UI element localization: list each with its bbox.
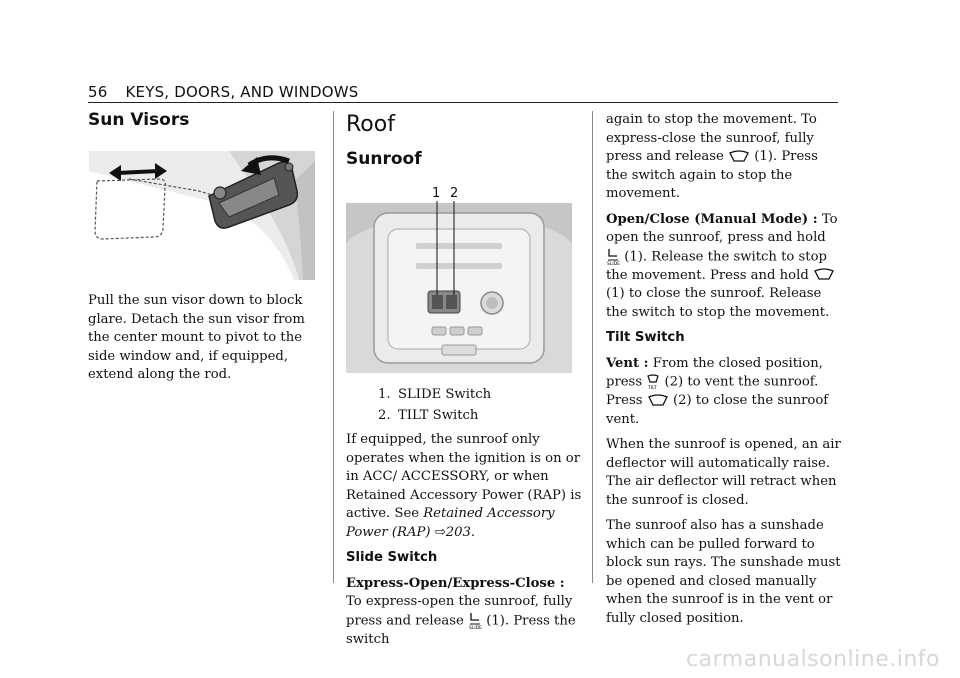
column-3-text [606,111,842,635]
sunroof-slide-icon [606,248,620,266]
switch-caption-list [346,386,582,425]
header-rule [88,102,838,103]
svg-text:SLIDE: SLIDE [469,625,483,630]
roof-text [346,386,582,656]
page-header [88,83,358,101]
vent-paragraph: Vent : From the closed position, press TILT (2) to vent the sunroof. Press (2) to close the sunroof vent. [606,355,829,427]
vent-term: Vent : [606,355,649,371]
slide-switch-heading: Slide Switch [346,550,438,565]
sun-visors-text [88,292,324,392]
express-continued: again to stop the movement. To express-close the sunroof, fully press and release (1). Press the switch again to stop the movement. [606,112,818,201]
express-paragraph: Express-Open/Express-Close : To express-open the sunroof, fully press and release SLIDE (1). Press the switch [346,575,576,647]
section-title: KEYS, DOORS, AND WINDOWS [125,83,359,101]
cross-reference-page[interactable]: 203 [445,524,471,540]
sun-visors-heading: Sun Visors [88,110,190,130]
svg-text:SLIDE: SLIDE [607,261,620,266]
sunroof-close-icon [647,394,669,408]
sunroof-switch-illustration [346,183,572,373]
sunroof-tilt-icon [646,373,660,391]
callout-1: 1 [432,186,441,201]
sun-visor-illustration [89,151,315,280]
watermark: carmanualsonline.info [686,647,940,672]
manual-mode-term: Open/Close (Manual Mode) : [606,211,818,227]
page-ref-icon: ⇨ [434,524,446,540]
caption-item: 2. TILT Switch [378,407,479,423]
sun-visors-body: Pull the sun visor down to block glare. Detach the sun visor from the center mount to pivot to the side window and, if equipped, extend along the rod. [88,293,305,382]
deflector-paragraph: When the sunroof is opened, an air deflector will automatically raise. The air deflector will retract when the sunroof is closed. [606,437,841,508]
sunroof-close-icon [813,268,835,282]
express-term: Express-Open/Express-Close : [346,575,565,591]
svg-text:TILT: TILT [648,386,658,391]
cross-reference-link[interactable]: Retained Accessory Power (RAP) [346,506,555,540]
callout-2: 2 [450,186,459,201]
manual-mode-paragraph: Open/Close (Manual Mode) : To open the sunroof, press and hold SLIDE (1). Release the switch to stop the movement. Press and hold (1) to close the sunroof. Release the switch to stop the movement. [606,211,838,320]
page-number: 56 [88,83,108,101]
column-divider-2 [592,111,593,583]
caption-item: 1. SLIDE Switch [378,387,492,402]
tilt-switch-heading: Tilt Switch [606,330,685,345]
sunroof-intro: If equipped, the sunroof only operates when the ignition is on or in ACC/ ACCESSORY, or when Retained Accessory Power (RAP) is active. See Retained Accessory Power (RAP) ⇨203. [346,432,582,540]
sunshade-paragraph: The sunroof also has a sunshade which can be pulled forward to block sun rays. The sunshade must be opened and closed manually when the sunroof is in the vent or fully closed position. [606,518,841,626]
sunroof-slide-icon [468,612,482,630]
sunroof-heading: Sunroof [346,149,422,169]
roof-heading: Roof [346,112,395,137]
sunroof-close-icon [728,150,750,164]
column-divider-1 [333,111,334,583]
